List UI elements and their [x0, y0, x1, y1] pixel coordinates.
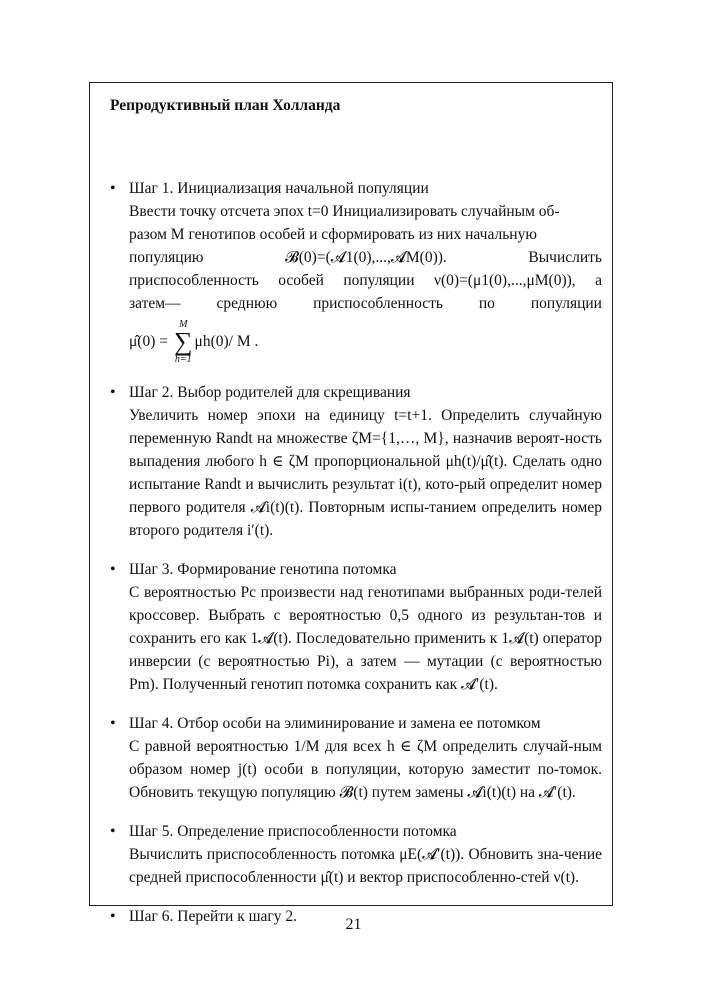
page-title: Репродуктивный план Холланда [110, 97, 341, 114]
step-1-line-5: затем— среднюю приспособленность по популяции [129, 295, 602, 312]
step-3-title: Шаг 3. Формирование генотипа потомка [129, 561, 397, 578]
formula-rhs: μh(0)/ M . [194, 333, 259, 350]
step-5-body: Вычислить приспособленность потомка μE(𝓐′(t)). Обновить зна-чение средней приспособленности μ̂(t) и вектор приспособленно-стей ν(t). [129, 846, 602, 886]
page-number: 21 [345, 916, 362, 933]
step-4 [90, 712, 612, 804]
step-4-body: С равной вероятностью 1/M для всех h ∈ ζM определить случай-ным образом номер j(t) особи в популяции, которую заместит по-томок. Обновить текущую популяцию 𝓑(t) путем замены 𝓐i(t)(t) на 𝓐′(t). [129, 738, 602, 801]
step-5-title: Шаг 5. Определение приспособленности потомка [129, 823, 457, 840]
step-2-body: Увеличить номер эпохи на единицу t=t+1. Определить случайную переменную Randt на множестве ζM={1,…, M}, назначив вероят-ность выпадения любого h ∈ ζM пропорциональной μh(t)/μ̂(t). Сделать одно испытание Randt и вычислить результат i(t), кото-рый определит номер первого родителя 𝓐i(t)(t). Повторным испы-танием определить номер второго родителя i′(t). [129, 407, 602, 539]
bullet-icon: • [110, 384, 116, 401]
step-3 [90, 558, 612, 696]
step-3-body: С вероятностью Pc произвести над генотипами выбранных роди-телей кроссовер. Выбрать с вероятностью 0,5 одного из результан-тов и сохранить его как 1𝓐(t). Последовательно применить к 1𝓐(t) оператор инверсии (с вероятностью Pi), а затем — мутации (с вероятностью Pm). Полученный генотип потомка сохранить как 𝓐′(t). [129, 584, 602, 693]
step-5 [90, 820, 612, 889]
step-2-title: Шаг 2. Выбор родителей для скрещивания [129, 384, 411, 401]
bullet-icon: • [110, 561, 116, 578]
step-1-line-3: популяцию 𝓑(0)=(𝓐1(0),...,𝓐M(0)). Вычислить [129, 249, 602, 266]
bullet-icon: • [110, 180, 116, 197]
steps-list [90, 177, 612, 944]
sum-lower-limit: h=1 [174, 354, 192, 365]
step-2 [90, 381, 612, 542]
step-6-title: Шаг 6. Перейти к шагу 2. [129, 908, 298, 925]
bullet-icon: • [110, 715, 116, 732]
formula-lhs: μ̂(0) = [129, 333, 168, 350]
sum-symbol [174, 319, 193, 365]
mean-fitness-formula [129, 319, 602, 365]
step-1-line-4: приспособленность особей популяции ν(0)=(μ1(0),...,μM(0)), а [129, 272, 602, 289]
bullet-icon: • [110, 823, 116, 840]
step-4-title: Шаг 4. Отбор особи на элиминирование и замена ее потомком [129, 715, 541, 732]
step-1 [90, 177, 612, 365]
sigma-icon: ∑ [174, 327, 193, 356]
sum-upper-limit: M [179, 319, 188, 330]
bullet-icon: • [110, 908, 116, 925]
step-1-title: Шаг 1. Инициализация начальной популяции [129, 180, 429, 197]
step-1-line-2: разом M генотипов особей и сформировать из них начальную [129, 226, 537, 243]
step-1-line-1: Ввести точку отсчета эпох t=0 Инициализировать случайным об- [129, 203, 560, 220]
